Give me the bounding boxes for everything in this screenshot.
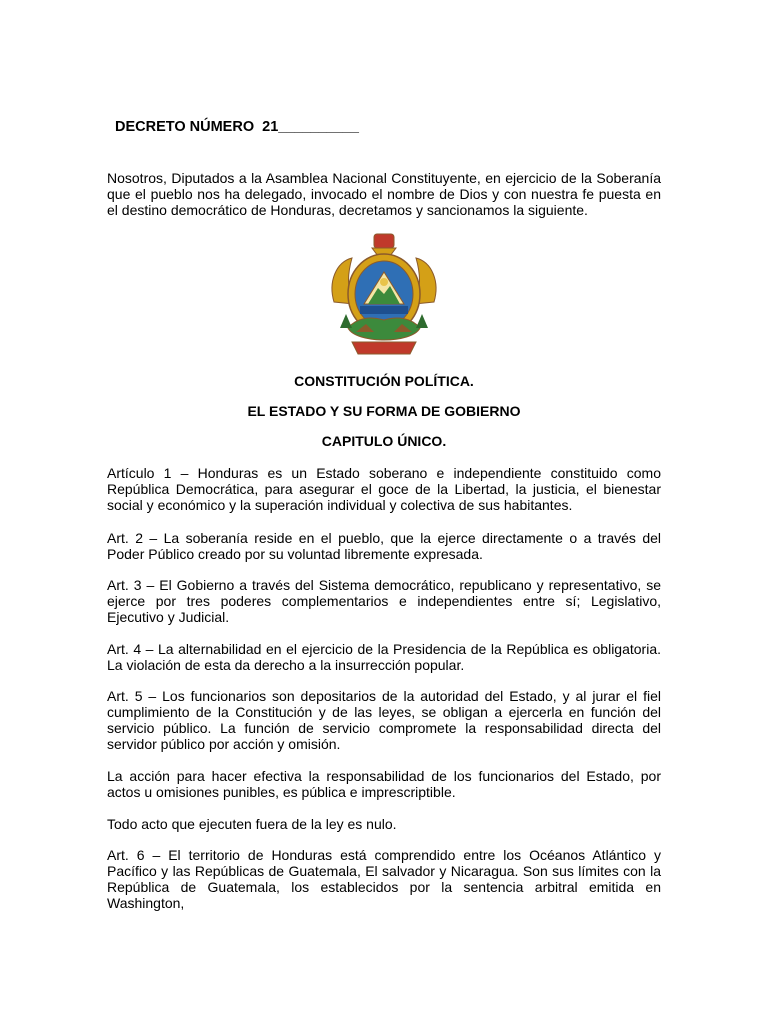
heading-constitution: CONSTITUCIÓN POLÍTICA. (294, 373, 474, 389)
article-5-paragraph-2: La acción para hacer efectiva la responsabilidad de los funcionarios del Estado, por actos u omisiones punibles, es pública e imprescriptible. (107, 768, 661, 800)
heading-state: EL ESTADO Y SU FORMA DE GOBIERNO (247, 403, 521, 419)
article-1: Artículo 1 – Honduras es un Estado soberano e independiente constituido como República Democrática, para asegurar el goce de la Libertad, la justicia, el bienestar social y económico y la superación individual y colectiva de sus habitantes. (107, 465, 661, 513)
article-6: Art. 6 – El territorio de Honduras está comprendido entre los Océanos Atlántico y Pacífico y las Repúblicas de Guatemala, El salvador y Nicaragua. Son sus límites con la República de Guatemala, los establecidos por la sentencia arbitral emitida en Washington, (107, 847, 661, 911)
decree-title: DECRETO NÚMERO 21__________ (115, 119, 359, 135)
coat-of-arms-emblem (326, 232, 442, 358)
preamble-paragraph: Nosotros, Diputados a la Asamblea Nacional Constituyente, en ejercicio de la Soberanía que el pueblo nos ha delegado, invocado el nombre de Dios y con nuestra fe puesta en el destino democrático de Honduras, decretamos y sancionamos la siguiente. (107, 170, 661, 218)
article-3: Art. 3 – El Gobierno a través del Sistema democrático, republicano y representativo, se ejerce por tres poderes complementarios e independientes entre sí; Legislativo, Ejecutivo y Judicial. (107, 577, 661, 625)
article-4: Art. 4 – La alternabilidad en el ejercicio de la Presidencia de la República es obligatoria. La violación de esta da derecho a la insurrección popular. (107, 641, 661, 673)
article-5-paragraph-3: Todo acto que ejecuten fuera de la ley es nulo. (107, 816, 397, 832)
heading-chapter: CAPITULO ÚNICO. (321, 433, 447, 449)
article-2: Art. 2 – La soberanía reside en el pueblo, que la ejerce directamente o a través del Poder Público creado por su voluntad libremente expresada. (107, 530, 661, 562)
article-5: Art. 5 – Los funcionarios son depositarios de la autoridad del Estado, y al jurar el fiel cumplimiento de la Constitución y de las leyes, se obligan a ejercerla en función del servicio público. La función de servicio compromete la responsabilidad directa del servidor público por acción y omisión. (107, 688, 661, 752)
